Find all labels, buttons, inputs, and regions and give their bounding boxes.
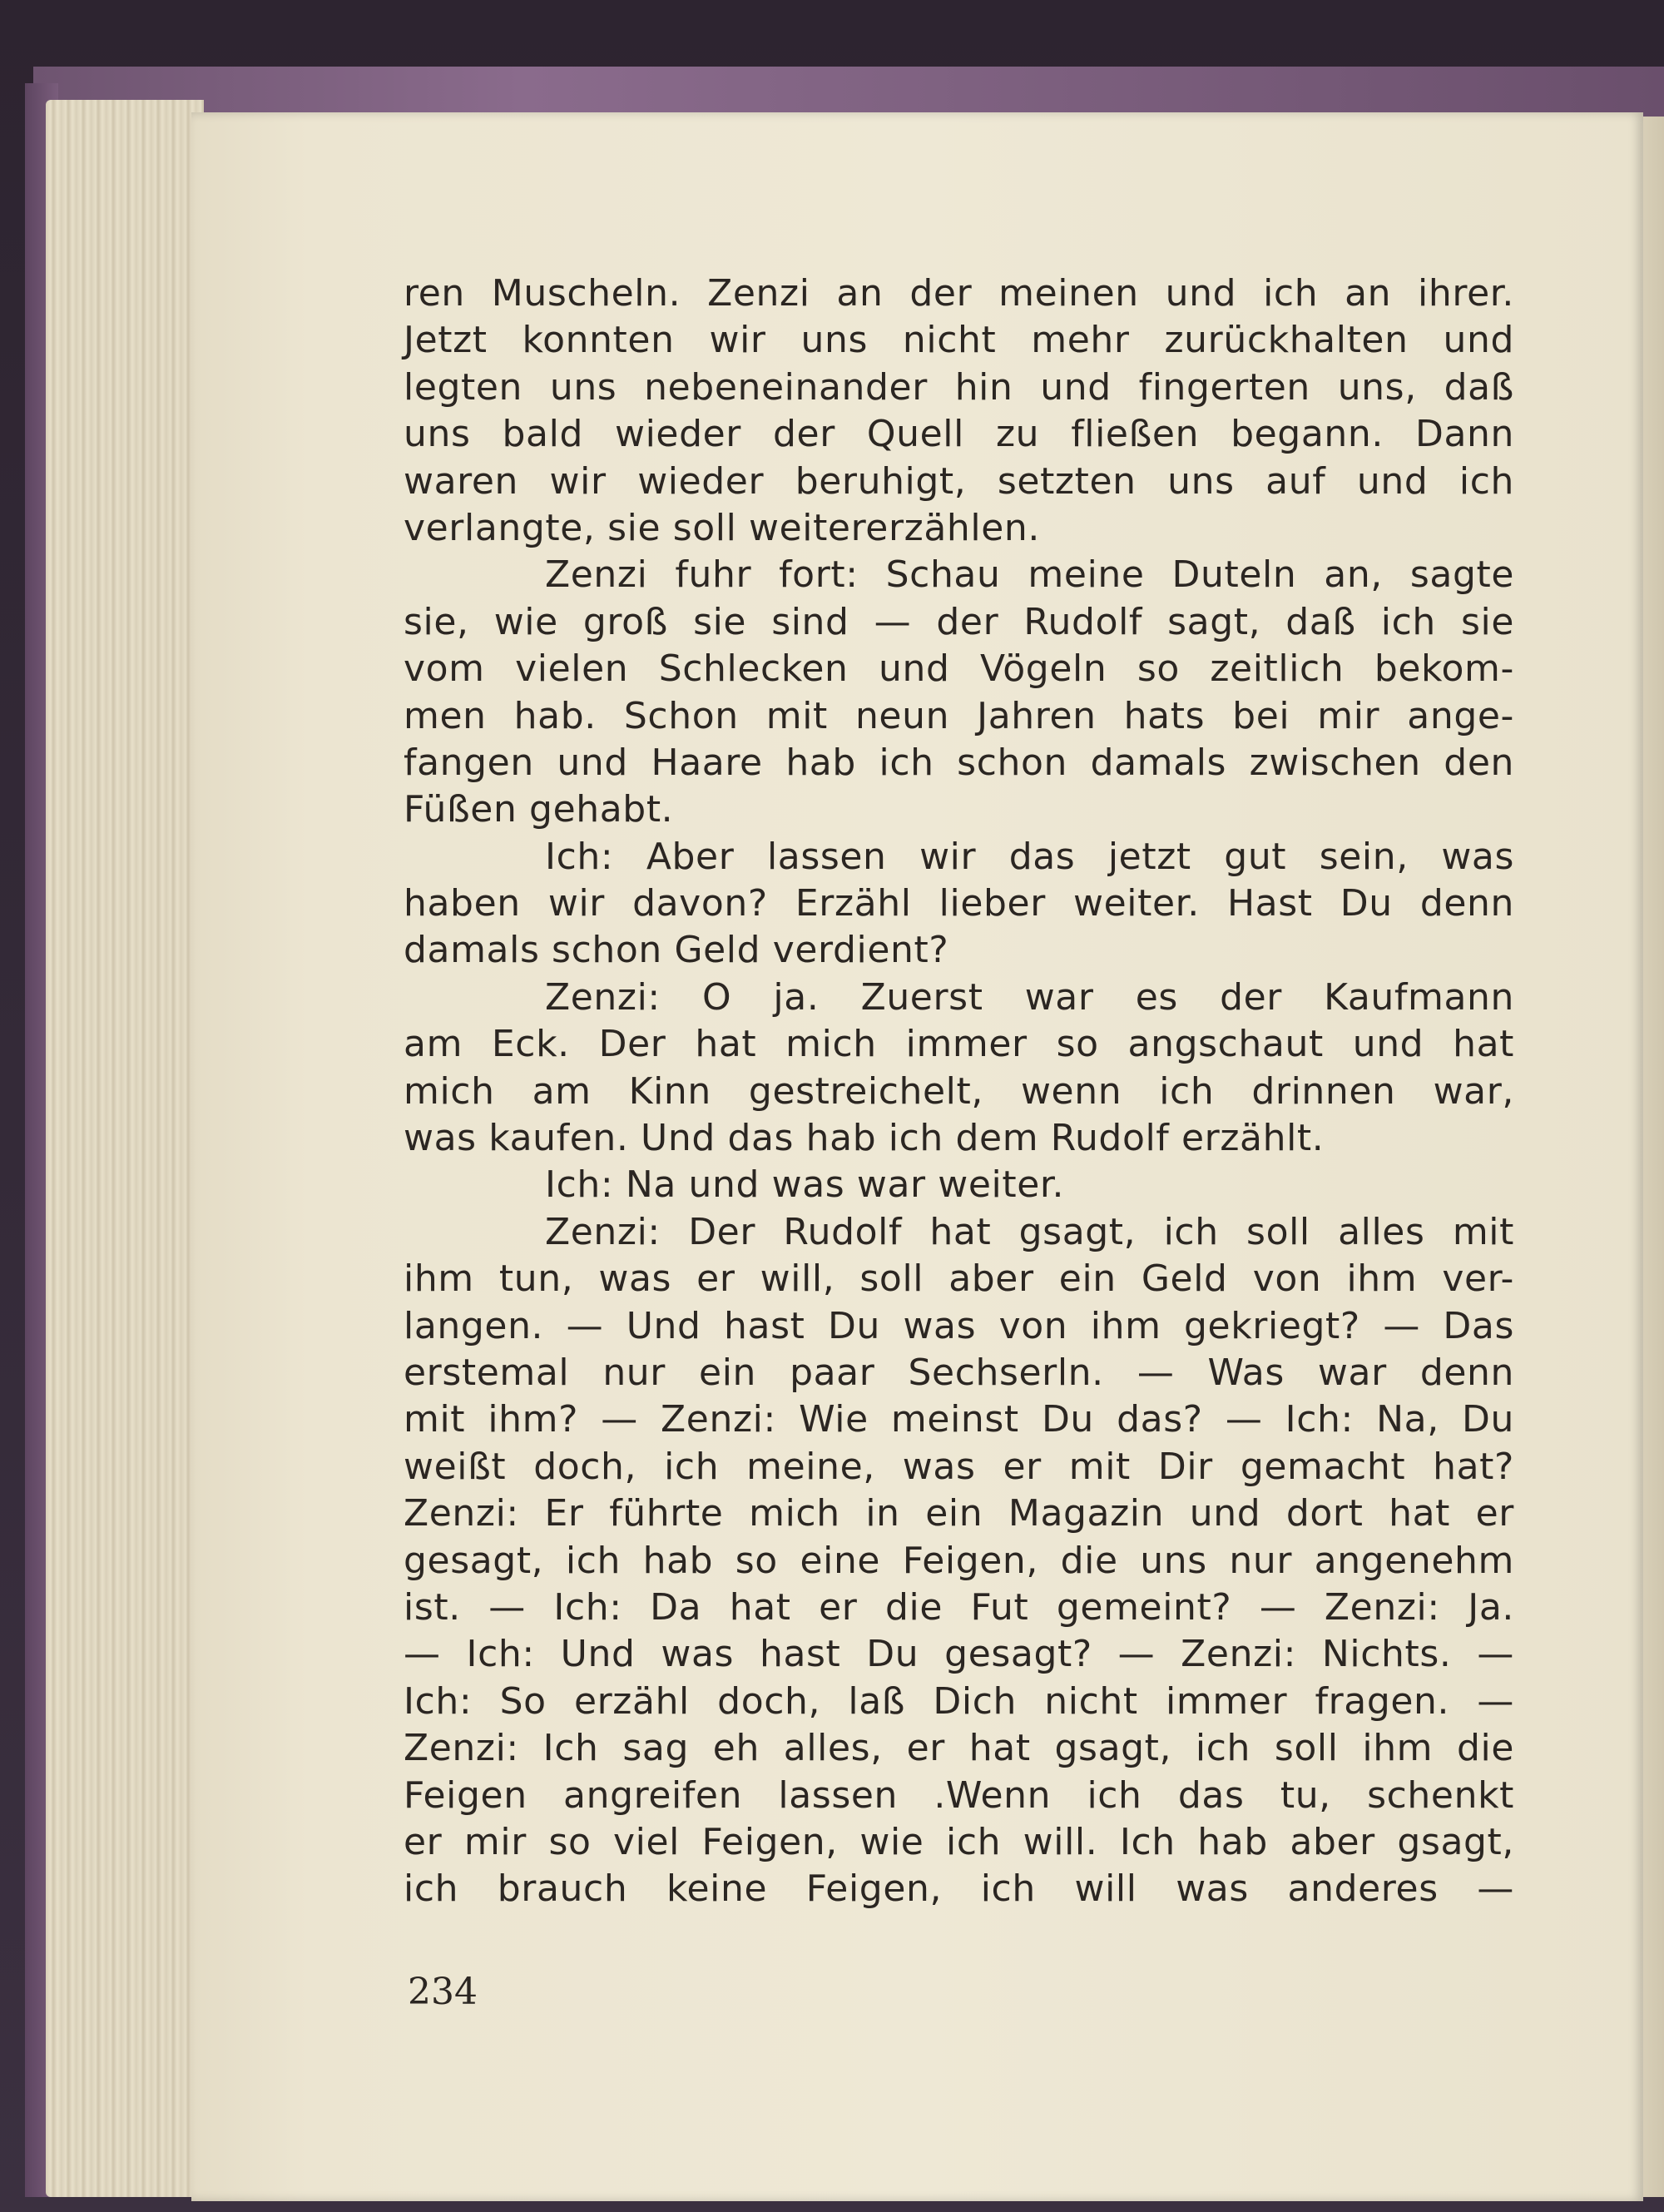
text-line: men hab. Schon mit neun Jahren hats bei mir ange- xyxy=(404,694,1514,737)
text-line: er mir so viel Feigen, wie ich will. Ich hab aber gsagt, xyxy=(404,1820,1514,1863)
text-line: vom vielen Schlecken und Vögeln so zeitlich bekom- xyxy=(404,647,1514,691)
text-line: Jetzt konnten wir uns nicht mehr zurückhalten und xyxy=(404,319,1514,362)
text-line: — Ich: Und was hast Du gesagt? — Zenzi: Nichts. — xyxy=(404,1633,1514,1676)
text-line: Zenzi: Ich sag eh alles, er hat gsagt, ich soll ihm die xyxy=(404,1727,1514,1770)
text-line: damals schon Geld verdient? xyxy=(404,929,949,972)
text-line: gesagt, ich hab so eine Feigen, die uns nur angenehm xyxy=(404,1539,1514,1582)
text-line: ist. — Ich: Da hat er die Fut gemeint? — Zenzi: Ja. xyxy=(404,1585,1514,1629)
text-line: Zenzi: Er führte mich in ein Magazin und dort hat er xyxy=(404,1492,1514,1535)
text-line: mich am Kinn gestreichelt, wenn ich drinnen war, xyxy=(404,1069,1514,1113)
text-line: Zenzi: O ja. Zuerst war es der Kaufmann xyxy=(545,975,1514,1019)
text-line: fangen und Haare hab ich schon damals zwischen den xyxy=(404,741,1514,784)
text-line: erstemal nur ein paar Sechserln. — Was war denn xyxy=(404,1351,1514,1394)
text-line: sie, wie groß sie sind — der Rudolf sagt, daß ich sie xyxy=(404,600,1514,643)
text-line: weißt doch, ich meine, was er mit Dir gemacht hat? xyxy=(404,1445,1514,1488)
page-number: 234 xyxy=(408,1971,478,2013)
text-line: ihm tun, was er will, soll aber ein Geld von ihm ver- xyxy=(404,1257,1514,1301)
text-line: langen. — Und hast Du was von ihm gekriegt? — Das xyxy=(404,1304,1514,1347)
text-line: Zenzi fuhr fort: Schau meine Duteln an, sagte xyxy=(545,553,1514,597)
text-line: Ich: So erzähl doch, laß Dich nicht immer fragen. — xyxy=(404,1679,1514,1723)
text-line: waren wir wieder beruhigt, setzten uns auf und ich xyxy=(404,459,1514,503)
text-line: Feigen angreifen lassen .Wenn ich das tu, schenkt xyxy=(404,1773,1514,1817)
text-line: Ich: Na und was war weiter. xyxy=(545,1163,1065,1207)
text-line: ich brauch keine Feigen, ich will was anderes — xyxy=(404,1867,1514,1911)
text-line: ren Muscheln. Zenzi an der meinen und ich an ihrer. xyxy=(404,272,1514,315)
page-text xyxy=(404,270,1514,1913)
text-line: was kaufen. Und das hab ich dem Rudolf erzählt. xyxy=(404,1117,1325,1160)
stacked-page-edges xyxy=(46,100,204,2197)
text-line: Zenzi: Der Rudolf hat gsagt, ich soll alles mit xyxy=(545,1210,1514,1253)
text-line: mit ihm? — Zenzi: Wie meinst Du das? — Ich: Na, Du xyxy=(404,1398,1514,1441)
text-line: am Eck. Der hat mich immer so angschaut und hat xyxy=(404,1023,1514,1066)
text-line: uns bald wieder der Quell zu fließen begann. Dann xyxy=(404,413,1514,456)
text-line: Ich: Aber lassen wir das jetzt gut sein, was xyxy=(545,835,1514,878)
text-line: verlangte, sie soll weitererzählen. xyxy=(404,506,1040,549)
text-line: haben wir davon? Erzähl lieber weiter. Hast Du denn xyxy=(404,882,1514,925)
text-line: Füßen gehabt. xyxy=(404,788,674,831)
text-line: legten uns nebeneinander hin und fingerten uns, daß xyxy=(404,365,1514,409)
